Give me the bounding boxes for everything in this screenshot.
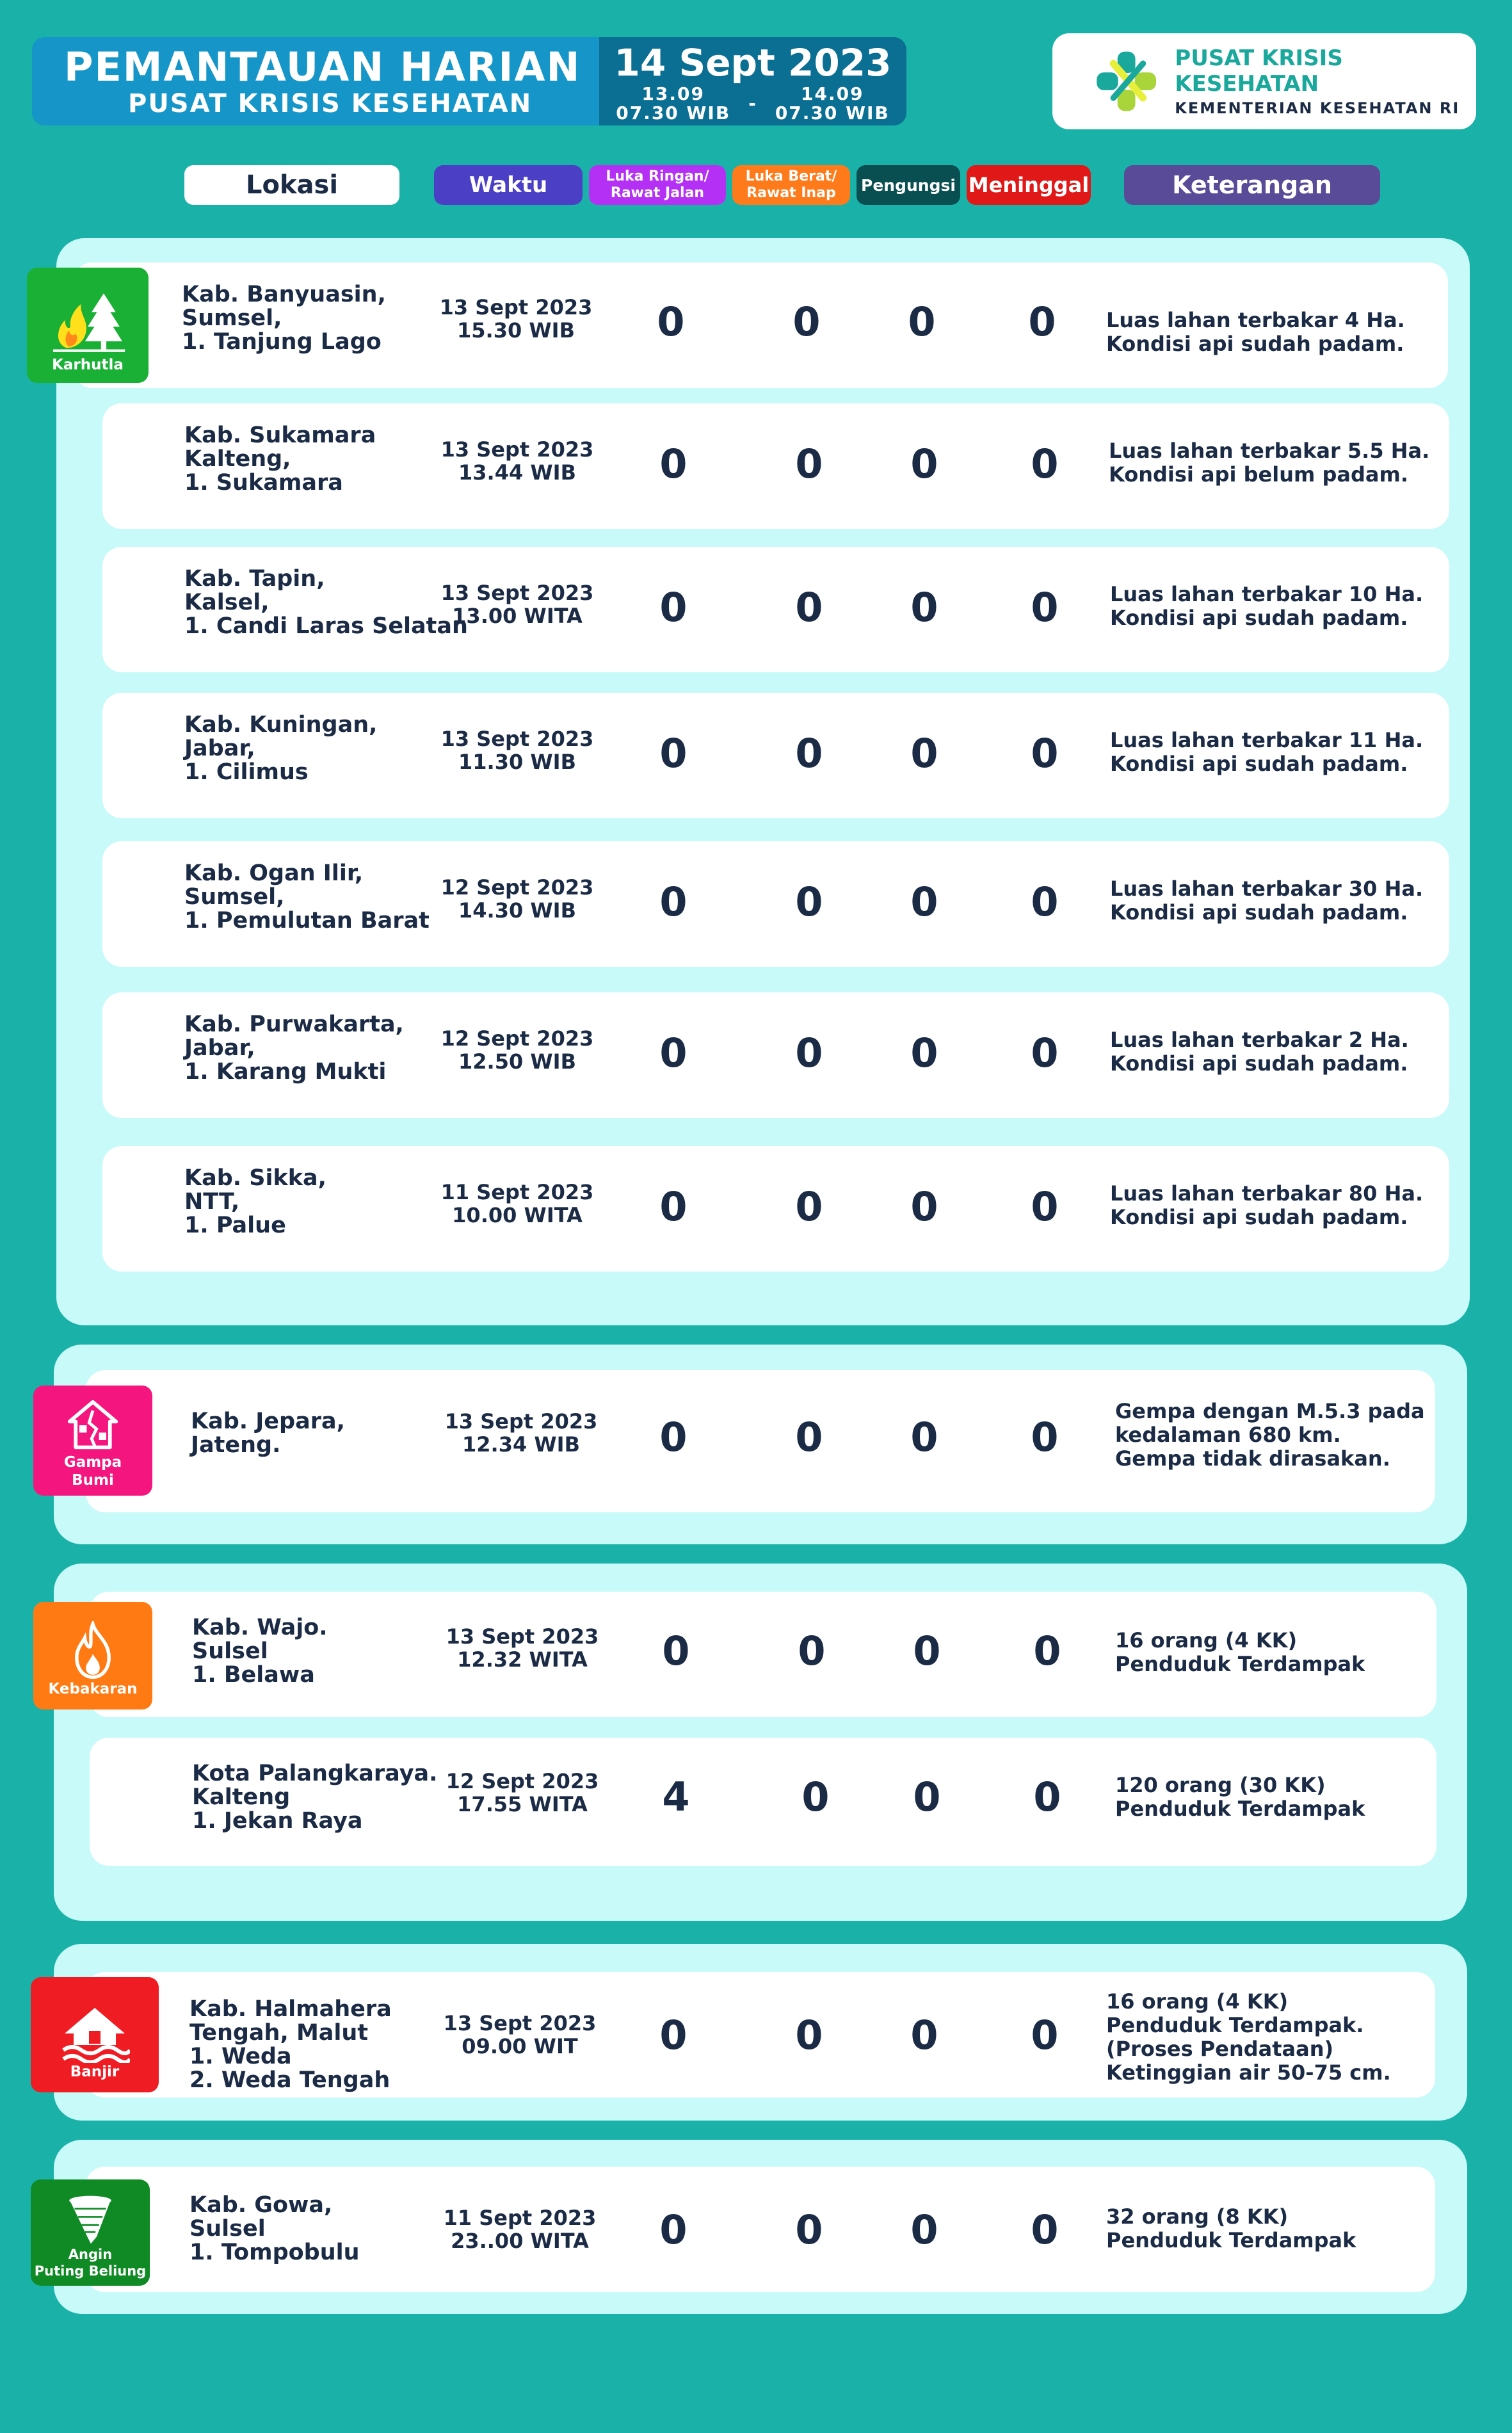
earthquake-house-icon [62, 1398, 124, 1453]
row-time: 12.50 WIB [458, 1049, 576, 1074]
row-waktu [433, 1625, 612, 1671]
row-luka-berat: 0 [795, 441, 823, 487]
row-luka-berat: 0 [798, 1628, 826, 1674]
row-waktu [430, 2206, 609, 2252]
row-keterangan: 120 orang (30 KK) Penduduk Terdampak [1115, 1773, 1365, 1821]
table-row [102, 693, 1449, 818]
header-date-block [599, 37, 906, 125]
row-pengungsi: 0 [910, 584, 938, 631]
row-waktu [428, 581, 607, 627]
row-pengungsi: 0 [910, 1183, 938, 1230]
table-row [102, 841, 1449, 967]
row-luka-berat: 0 [795, 584, 823, 631]
row-keterangan: Luas lahan terbakar 4 Ha. Kondisi api sudah padam. [1106, 308, 1405, 356]
row-luka-ringan: 0 [659, 730, 688, 777]
row-lokasi: Kab. Sukamara Kalteng, 1. Sukamara [184, 423, 376, 496]
row-date: 13 Sept 2023 [446, 1624, 599, 1649]
logo-line1: PUSAT KRISIS KESEHATAN [1175, 45, 1343, 97]
range-end-date: 14.09 [801, 83, 864, 104]
range-separator: - [748, 93, 757, 114]
row-keterangan: 16 orang (4 KK) Penduduk Terdampak [1115, 1628, 1365, 1676]
category-label: Kebakaran [48, 1681, 138, 1697]
table-row [86, 2167, 1435, 2292]
row-keterangan: Luas lahan terbakar 11 Ha. Kondisi api sudah padam. [1110, 728, 1424, 776]
row-waktu [428, 727, 607, 773]
table-row [86, 1972, 1435, 2098]
row-pengungsi: 0 [910, 730, 938, 777]
page-title: PEMANTAUAN HARIAN [64, 44, 581, 90]
row-date: 12 Sept 2023 [440, 1026, 594, 1051]
row-waktu [428, 1027, 607, 1073]
category-label: Gampa Bumi [63, 1454, 122, 1489]
row-meninggal: 0 [1033, 1628, 1061, 1674]
row-luka-ringan: 0 [659, 441, 688, 487]
row-meninggal: 0 [1031, 584, 1059, 631]
row-luka-berat: 0 [801, 1774, 830, 1820]
range-start-date: 13.09 [641, 83, 705, 104]
tornado-icon [64, 2194, 117, 2246]
row-pengungsi: 0 [910, 878, 938, 925]
row-luka-ringan: 0 [659, 584, 688, 631]
row-date: 13 Sept 2023 [440, 581, 594, 605]
row-meninggal: 0 [1028, 298, 1056, 345]
column-header-luka-berat-label: Luka Berat/ Rawat Inap [745, 168, 837, 201]
row-date: 11 Sept 2023 [440, 1180, 594, 1204]
row-time: 12.32 WITA [457, 1647, 588, 1672]
kemenkes-logo [1052, 33, 1476, 129]
row-time: 12.34 WIB [462, 1432, 580, 1457]
column-header-luka-ringan-label: Luka Ringan/ Rawat Jalan [606, 168, 709, 201]
table-row [90, 1738, 1436, 1866]
row-luka-berat: 0 [795, 878, 823, 925]
row-luka-ringan: 4 [662, 1774, 690, 1820]
row-luka-berat: 0 [795, 2012, 823, 2058]
row-luka-berat: 0 [795, 1183, 823, 1230]
row-waktu [431, 1410, 611, 1456]
row-lokasi: Kab. Wajo. Sulsel 1. Belawa [192, 1615, 328, 1688]
row-pengungsi: 0 [913, 1628, 941, 1674]
row-keterangan: Luas lahan terbakar 10 Ha. Kondisi api sudah padam. [1110, 582, 1424, 630]
row-date: 13 Sept 2023 [439, 295, 593, 319]
row-luka-ringan: 0 [662, 1628, 690, 1674]
table-row [102, 992, 1449, 1118]
forest-fire-icon [47, 289, 129, 356]
row-lokasi: Kab. Jepara, Jateng. [191, 1409, 345, 1458]
row-keterangan: Luas lahan terbakar 5.5 Ha. Kondisi api belum padam. [1109, 439, 1430, 487]
column-header-lokasi: Lokasi [184, 165, 399, 205]
row-waktu [428, 1181, 607, 1227]
category-label: Karhutla [52, 357, 124, 373]
header-banner [32, 37, 906, 125]
category-badge-banjir [31, 1977, 159, 2092]
column-header-meninggal: Meninggal [967, 165, 1091, 205]
row-date: 13 Sept 2023 [443, 2011, 597, 2035]
row-meninggal: 0 [1031, 441, 1059, 487]
row-keterangan: Luas lahan terbakar 2 Ha. Kondisi api sudah padam. [1110, 1028, 1409, 1076]
report-range [599, 85, 906, 123]
kemenkes-logo-icon [1091, 44, 1162, 119]
row-meninggal: 0 [1031, 730, 1059, 777]
row-meninggal: 0 [1031, 1414, 1059, 1460]
row-luka-ringan: 0 [657, 298, 685, 345]
row-lokasi: Kab. Gowa, Sulsel 1. Tompobulu [189, 2192, 360, 2265]
table-row [102, 1146, 1449, 1272]
row-pengungsi: 0 [908, 298, 936, 345]
page-subtitle: PUSAT KRISIS KESEHATAN [128, 89, 533, 118]
row-time: 14.30 WIB [458, 898, 576, 923]
row-time: 09.00 WIT [462, 2034, 578, 2058]
row-luka-berat: 0 [795, 1414, 823, 1460]
row-keterangan: 32 orang (8 KK) Penduduk Terdampak [1106, 2204, 1356, 2252]
table-row [90, 1592, 1436, 1717]
flame-icon [70, 1621, 116, 1680]
table-row [102, 547, 1449, 672]
row-meninggal: 0 [1031, 878, 1059, 925]
row-time: 17.55 WITA [457, 1792, 588, 1816]
row-luka-ringan: 0 [659, 2012, 688, 2058]
row-pengungsi: 0 [910, 2206, 938, 2253]
row-keterangan: 16 orang (4 KK) Penduduk Terdampak. (Proses Pendataan) Ketinggian air 50-75 cm. [1106, 1989, 1391, 2085]
row-meninggal: 0 [1033, 1774, 1061, 1820]
row-keterangan: Gempa dengan M.5.3 pada kedalaman 680 km. Gempa tidak dirasakan. [1115, 1399, 1425, 1471]
row-keterangan: Luas lahan terbakar 30 Ha. Kondisi api sudah padam. [1110, 877, 1424, 925]
row-meninggal: 0 [1031, 2012, 1059, 2058]
report-date: 14 Sept 2023 [614, 41, 892, 85]
row-time: 23..00 WITA [451, 2229, 589, 2253]
column-header-waktu: Waktu [434, 165, 583, 205]
row-lokasi: Kab. Tapin, Kalsel, 1. Candi Laras Selatan [184, 566, 468, 639]
row-pengungsi: 0 [910, 1030, 938, 1076]
row-waktu [430, 2012, 609, 2058]
row-pengungsi: 0 [910, 441, 938, 487]
row-date: 11 Sept 2023 [443, 2206, 597, 2230]
row-waktu [428, 438, 607, 484]
range-start-time: 07.30 WIB [616, 102, 731, 124]
row-time: 11.30 WIB [458, 750, 576, 774]
range-end-time: 07.30 WIB [775, 102, 890, 124]
row-pengungsi: 0 [913, 1774, 941, 1820]
table-row [102, 403, 1449, 529]
row-waktu [428, 876, 607, 922]
row-keterangan: Luas lahan terbakar 80 Ha. Kondisi api sudah padam. [1110, 1181, 1424, 1229]
row-lokasi: Kab. Banyuasin, Sumsel, 1. Tanjung Lago [182, 282, 386, 355]
row-luka-ringan: 0 [659, 878, 688, 925]
category-badge-karhutla [27, 268, 149, 383]
row-date: 12 Sept 2023 [440, 875, 594, 900]
row-waktu [433, 1770, 612, 1816]
row-waktu [426, 296, 606, 342]
row-time: 13.00 WITA [452, 604, 583, 628]
row-luka-berat: 0 [795, 2206, 823, 2253]
table-row [73, 263, 1448, 388]
column-header-luka-berat [732, 165, 850, 205]
row-luka-ringan: 0 [659, 1030, 688, 1076]
row-date: 13 Sept 2023 [444, 1409, 598, 1434]
row-lokasi: Kab. Halmahera Tengah, Malut 1. Weda 2. Weda Tengah [189, 1996, 392, 2093]
row-date: 13 Sept 2023 [440, 727, 594, 751]
row-luka-ringan: 0 [659, 1183, 688, 1230]
row-luka-ringan: 0 [659, 2206, 688, 2253]
category-label: Angin Puting Beliung [34, 2247, 147, 2279]
category-badge-angin-puting-beliung [31, 2179, 150, 2286]
row-meninggal: 0 [1031, 1183, 1059, 1230]
row-date: 12 Sept 2023 [446, 1769, 599, 1793]
logo-text [1175, 45, 1476, 117]
row-pengungsi: 0 [910, 1414, 938, 1460]
row-lokasi: Kab. Kuningan, Jabar, 1. Cilimus [184, 712, 378, 785]
row-luka-ringan: 0 [659, 1414, 688, 1460]
row-luka-berat: 0 [795, 730, 823, 777]
category-label: Banjir [70, 2064, 120, 2080]
row-time: 13.44 WIB [458, 460, 576, 485]
column-header-pengungsi: Pengungsi [857, 165, 960, 205]
row-meninggal: 0 [1031, 2206, 1059, 2253]
row-luka-berat: 0 [795, 1030, 823, 1076]
header-title-block [32, 37, 599, 125]
category-badge-kebakaran [33, 1602, 152, 1710]
row-lokasi: Kab. Ogan Ilir, Sumsel, 1. Pemulutan Barat [184, 861, 430, 934]
row-lokasi: Kab. Purwakarta, Jabar, 1. Karang Mukti [184, 1012, 404, 1085]
column-header-luka-ringan [589, 165, 726, 205]
column-header-keterangan: Keterangan [1124, 165, 1380, 205]
logo-line2: KEMENTERIAN KESEHATAN RI [1175, 99, 1460, 117]
row-luka-berat: 0 [792, 298, 821, 345]
table-row [86, 1370, 1435, 1512]
row-lokasi: Kota Palangkaraya. Kalteng 1. Jekan Raya [192, 1761, 438, 1834]
row-time: 15.30 WIB [457, 318, 575, 343]
range-end [775, 85, 890, 123]
flood-house-icon [60, 2005, 130, 2063]
row-meninggal: 0 [1031, 1030, 1059, 1076]
row-time: 10.00 WITA [452, 1203, 583, 1227]
row-pengungsi: 0 [910, 2012, 938, 2058]
category-badge-gempa-bumi [33, 1386, 152, 1496]
row-date: 13 Sept 2023 [440, 437, 594, 462]
row-lokasi: Kab. Sikka, NTT, 1. Palue [184, 1165, 326, 1238]
range-start [616, 85, 730, 123]
